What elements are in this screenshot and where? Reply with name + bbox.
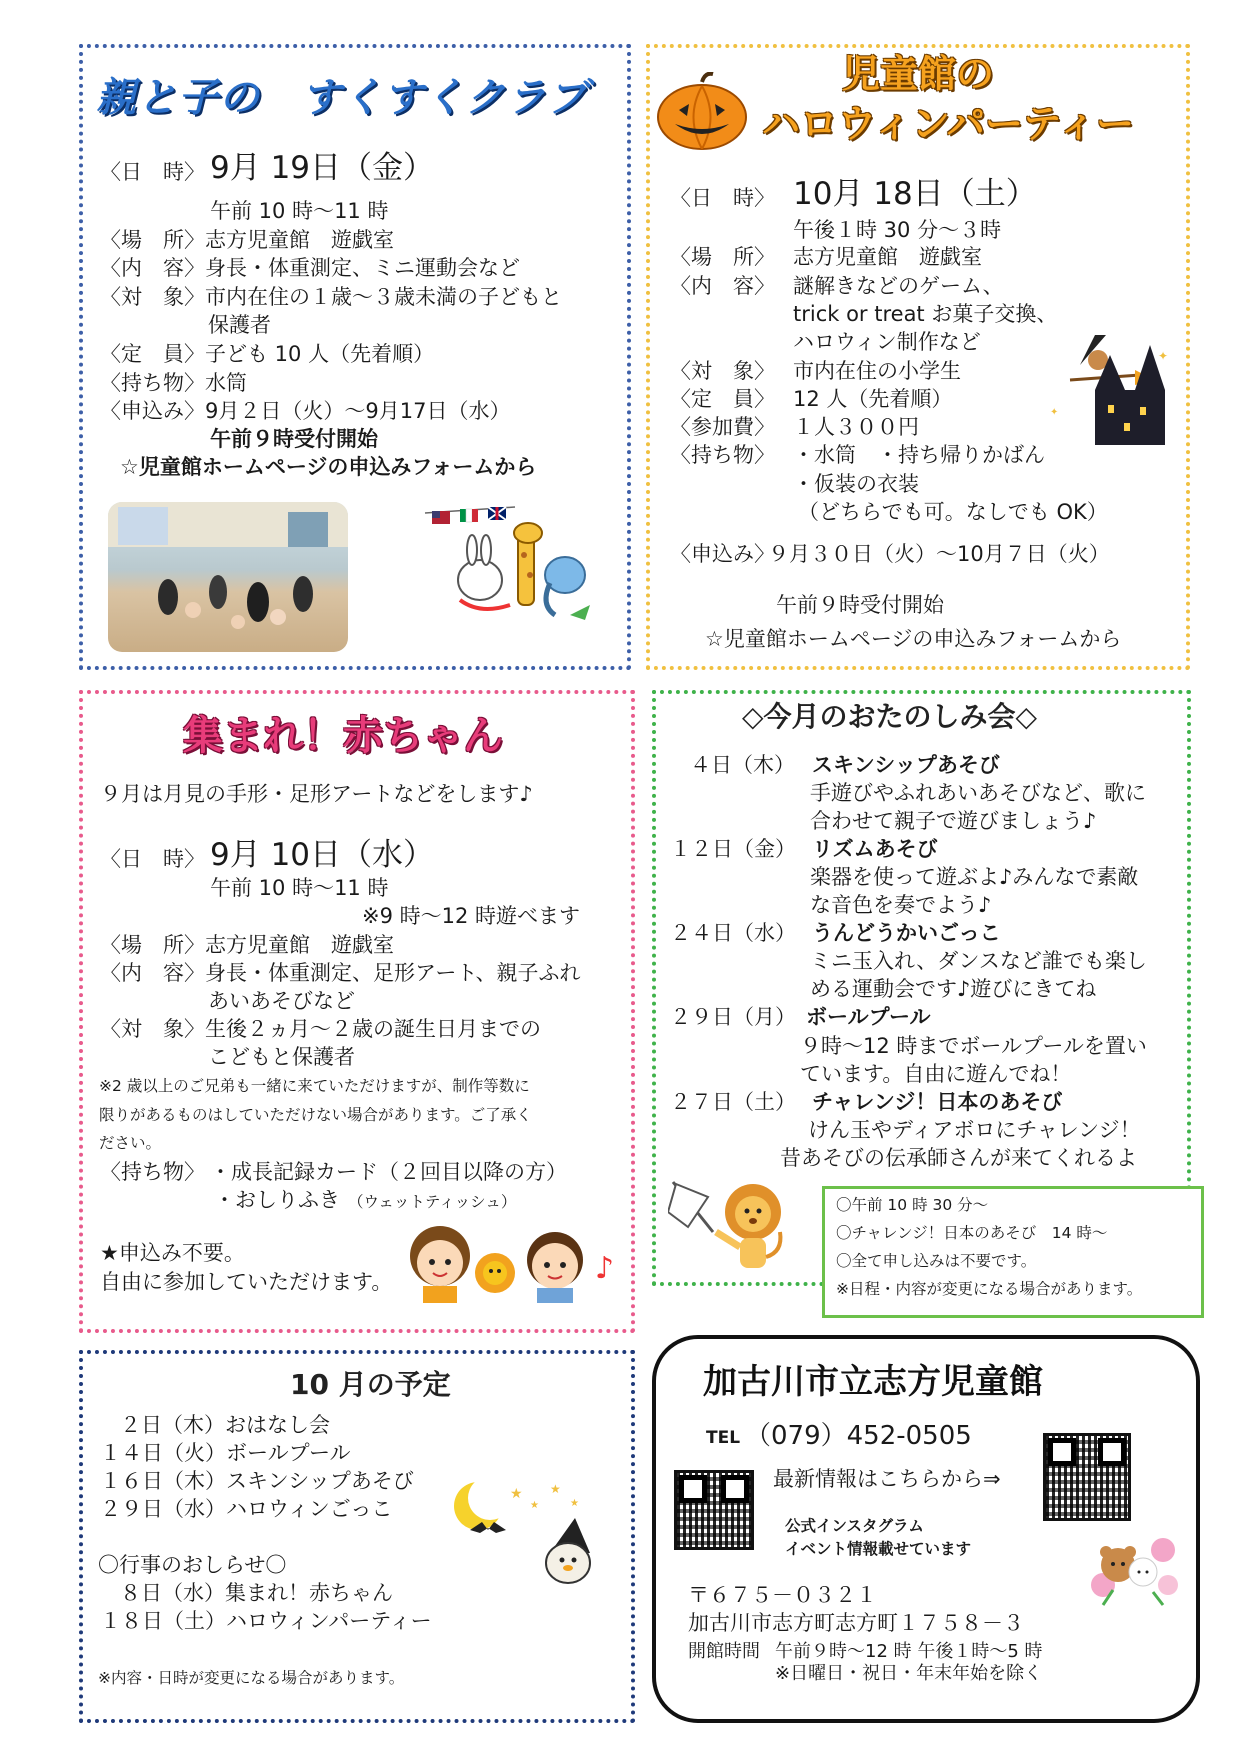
bear-flowers-illustration — [1083, 1530, 1183, 1615]
club-apply: 9月２日（火）～9月17日（水） — [205, 399, 511, 423]
club-content-label: 〈内 容〉 — [100, 256, 205, 280]
club-time: 午前 10 時～11 時 — [210, 199, 389, 223]
baby-bring-1: ・成長記録カード（２回目以降の方） — [210, 1160, 567, 1184]
fun-item-name: ボールプール — [806, 1005, 931, 1029]
halloween-bring-3: （どちらでも可。なしでも OK） — [798, 500, 1108, 524]
address: 加古川市志方町志方町１７５８－３ — [688, 1611, 1024, 1635]
baby-free-1: ★申込み不要。 — [100, 1241, 245, 1265]
instagram-label-1: 公式インスタグラム — [785, 1517, 924, 1535]
instagram-label-2: イベント情報載せています — [785, 1540, 972, 1558]
club-place: 志方児童館 遊戯室 — [205, 228, 394, 252]
fun-item-desc: める運動会です♪遊びにきてね — [810, 977, 1097, 1001]
hours-label: 開館時間 — [688, 1641, 760, 1662]
halloween-content-label: 〈内 容〉 — [670, 274, 775, 298]
latest-info: 最新情報はこちらから⇒ — [773, 1467, 1001, 1491]
postal-code: 〒６７５－０３２１ — [688, 1583, 877, 1607]
halloween-place-label: 〈場 所〉 — [670, 245, 775, 269]
october-item: ２日（木）おはなし会 — [120, 1413, 330, 1437]
baby-intro: ９月は月見の手形・足形アートなどをします♪ — [100, 782, 533, 806]
fun-note-4: ※日程・内容が変更になる場合があります。 — [836, 1280, 1143, 1298]
fun-item-date: ４日（木） — [690, 753, 795, 777]
lion-flag-illustration — [668, 1172, 808, 1277]
hours: 午前９時～12 時 午後１時～5 時 — [775, 1641, 1043, 1662]
fun-item-name: スキンシップあそび — [812, 753, 1000, 777]
baby-target-1: 生後２ヵ月～２歳の誕生日月までの — [205, 1017, 541, 1041]
club-content: 身長・体重測定、ミニ運動会など — [205, 256, 520, 280]
fun-item-date: ２９日（月） — [670, 1005, 796, 1029]
animals-flags-illustration — [420, 505, 600, 630]
baby-content-2: あいあそびなど — [208, 989, 355, 1013]
svg-text:★: ★ — [550, 1482, 561, 1496]
baby-title: 集まれ！赤ちゃん — [183, 713, 503, 759]
club-target-2: 保護者 — [208, 313, 271, 337]
fun-item-desc: な音色を奏でよう♪ — [810, 893, 992, 917]
fun-item-date: ２４日（水） — [670, 921, 796, 945]
halloween-content-3: ハロウィン制作など — [793, 330, 981, 354]
fun-item-desc: けん玉やディアボロにチャレンジ！ — [808, 1118, 1141, 1142]
moon-ghost-illustration — [450, 1478, 620, 1598]
halloween-content-2: trick or treat お菓子交換、 — [793, 302, 1058, 326]
fun-note-1: 〇午前 10 時 30 分～ — [836, 1196, 989, 1214]
svg-text:✦: ✦ — [1050, 407, 1059, 418]
halloween-bring-label: 〈持ち物〉 — [670, 443, 775, 467]
haunted-castle-illustration — [1040, 335, 1170, 445]
october-event: １８日（土）ハロウィンパーティー — [100, 1609, 432, 1633]
club-title: 親と子の すくすくクラブ — [96, 75, 588, 121]
facility-tel: （079）452-0505 — [745, 1421, 972, 1451]
halloween-apply-start: 午前９時受付開始 — [776, 593, 944, 617]
baby-place: 志方児童館 遊戯室 — [205, 933, 394, 957]
october-item: １４日（火）ボールプール — [100, 1441, 351, 1465]
fun-item-desc: 合わせて親子で遊びましょう♪ — [810, 809, 1097, 833]
october-event: ８日（水）集まれ！赤ちゃん — [120, 1581, 393, 1605]
halloween-title-1: 児童館の — [842, 52, 995, 96]
halloween-apply: ９月３０日（火）～10月７日（火） — [768, 542, 1110, 566]
october-note: ※内容・日時が変更になる場合があります。 — [98, 1669, 405, 1687]
halloween-date-label: 〈日 時〉 — [670, 186, 775, 210]
fun-title: ◇今月のおたのしみ会◇ — [742, 700, 1038, 733]
fun-item-desc: ミニ玉入れ、ダンスなど誰でも楽し — [810, 949, 1147, 973]
halloween-apply-label: 〈申込み〉 — [670, 542, 775, 566]
svg-text:★: ★ — [510, 1486, 523, 1502]
club-date-label: 〈日 時〉 — [100, 160, 205, 184]
fun-item-date: １２日（金） — [670, 837, 796, 861]
fun-item-desc: 昔あそびの伝承師さんが来てくれるよ — [780, 1146, 1137, 1170]
club-place-label: 〈場 所〉 — [100, 228, 205, 252]
fun-item-desc: 手遊びやふれあいあそびなど、歌に — [810, 781, 1146, 805]
children-illustration — [405, 1218, 620, 1303]
closed-days: ※日曜日・祝日・年末年始を除く — [775, 1663, 1043, 1684]
club-bring: 水筒 — [205, 371, 247, 395]
club-capacity-label: 〈定 員〉 — [100, 342, 205, 366]
fun-note-2: 〇チャレンジ！日本のあそび 14 時～ — [836, 1224, 1108, 1242]
club-bring-label: 〈持ち物〉 — [100, 371, 205, 395]
baby-free-2: 自由に参加していただけます。 — [100, 1270, 393, 1294]
baby-notice-3: ださい。 — [99, 1134, 162, 1152]
halloween-time: 午後１時 30 分～３時 — [793, 218, 1002, 242]
baby-content-1: 身長・体重測定、足形アート、親子ふれ — [205, 961, 581, 985]
halloween-fee-label: 〈参加費〉 — [670, 415, 775, 439]
halloween-content-1: 謎解きなどのゲーム、 — [793, 274, 1004, 298]
baby-date: 9月 10日（水） — [210, 837, 435, 873]
halloween-capacity: 12 人（先着順） — [793, 387, 953, 411]
club-date: 9月 19日（金） — [210, 150, 435, 186]
svg-text:♪: ♪ — [595, 1251, 615, 1286]
club-apply-start: 午前９時受付開始 — [210, 427, 378, 451]
baby-bring-2-note: （ウェットティッシュ） — [348, 1193, 517, 1211]
fun-note-3: 〇全て申し込みは不要です。 — [836, 1252, 1037, 1270]
fun-item-date: ２７日（土） — [670, 1090, 796, 1114]
baby-date-label: 〈日 時〉 — [100, 847, 205, 871]
club-apply-label: 〈申込み〉 — [100, 399, 205, 423]
baby-time-note: ※9 時～12 時遊べます — [362, 904, 581, 928]
baby-notice-1: ※2 歳以上のご兄弟も一緒に来ていただけますが、制作等数に — [99, 1077, 530, 1095]
fun-item-desc: ています。自由に遊んでね！ — [800, 1062, 1072, 1086]
baby-notice-2: 限りがあるものはしていただけない場合があります。ご了承く — [99, 1106, 532, 1124]
fun-item-desc: 楽器を使って遊ぶよ♪みんなで素敵 — [810, 865, 1139, 889]
club-apply-note: ☆児童館ホームページの申込みフォームから — [120, 455, 537, 479]
qr-code-instagram[interactable] — [674, 1470, 754, 1550]
baby-bring-label: 〈持ち物〉 — [100, 1160, 205, 1184]
club-target-1: 市内在住の１歳～３歳未満の子どもと — [205, 285, 562, 309]
halloween-title-2: ハロウィンパーティー — [762, 102, 1135, 146]
october-item: １６日（木）スキンシップあそび — [100, 1469, 414, 1493]
svg-text:★: ★ — [530, 1500, 539, 1511]
fun-item-name: うんどうかいごっこ — [812, 921, 1001, 945]
baby-content-label: 〈内 容〉 — [100, 961, 205, 985]
facility-name: 加古川市立志方児童館 — [703, 1362, 1043, 1402]
halloween-place: 志方児童館 遊戯室 — [793, 245, 982, 269]
baby-bring-2: ・おしりふき — [214, 1188, 340, 1212]
baby-target-2: こどもと保護者 — [208, 1045, 355, 1069]
club-photo — [108, 502, 348, 652]
tel-label: TEL — [706, 1428, 741, 1448]
baby-place-label: 〈場 所〉 — [100, 933, 205, 957]
pumpkin-icon — [655, 72, 750, 152]
club-capacity: 子ども 10 人（先着順） — [205, 342, 435, 366]
qr-code-website[interactable] — [1043, 1433, 1131, 1521]
fun-item-desc: ９時～12 時までボールプールを置い — [800, 1034, 1147, 1058]
halloween-capacity-label: 〈定 員〉 — [670, 387, 775, 411]
baby-target-label: 〈対 象〉 — [100, 1017, 205, 1041]
halloween-target: 市内在住の小学生 — [793, 359, 961, 383]
fun-item-name: リズムあそび — [812, 837, 938, 861]
halloween-apply-note: ☆児童館ホームページの申込みフォームから — [705, 627, 1122, 651]
october-events-title: 〇行事のおしらせ〇 — [98, 1553, 287, 1577]
halloween-bring-1: ・水筒 ・持ち帰りかばん — [793, 443, 1045, 467]
halloween-date: 10月 18日（土） — [793, 176, 1037, 212]
halloween-bring-2: ・仮装の衣装 — [793, 472, 919, 496]
baby-time: 午前 10 時～11 時 — [210, 876, 389, 900]
svg-text:✦: ✦ — [1158, 349, 1169, 363]
fun-item-name: チャレンジ！日本のあそび — [812, 1090, 1063, 1114]
svg-text:★: ★ — [570, 1498, 579, 1509]
october-item: ２９日（水）ハロウィンごっこ — [100, 1497, 393, 1521]
club-target-label: 〈対 象〉 — [100, 285, 205, 309]
halloween-target-label: 〈対 象〉 — [670, 359, 775, 383]
halloween-fee: １人３００円 — [793, 415, 919, 439]
october-title: 10 月の予定 — [290, 1368, 451, 1401]
